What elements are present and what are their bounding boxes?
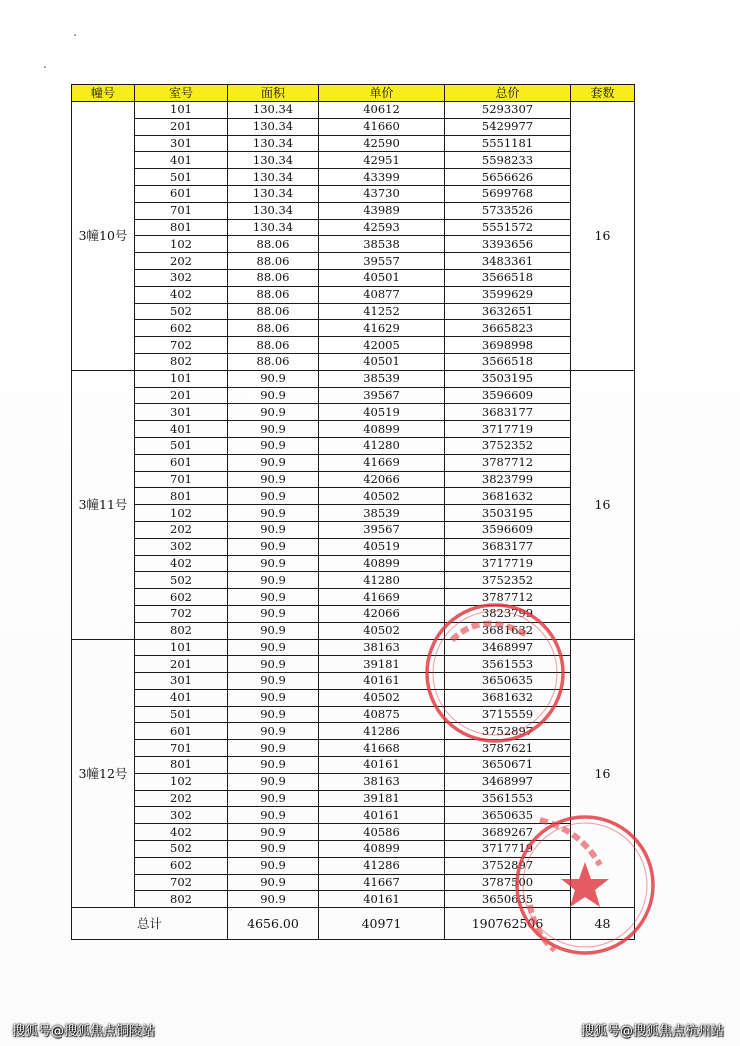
table-row xyxy=(72,723,635,740)
table-row xyxy=(72,622,635,639)
room-cell: 201 xyxy=(135,387,228,404)
total-area-cell: 4656.00 xyxy=(228,908,319,940)
room-cell: 701 xyxy=(135,740,228,757)
unit-price-cell: 41668 xyxy=(319,740,445,757)
area-cell: 90.9 xyxy=(228,673,319,690)
area-cell: 90.9 xyxy=(228,824,319,841)
area-cell: 90.9 xyxy=(228,572,319,589)
table-row xyxy=(72,874,635,891)
table-row xyxy=(72,253,635,270)
room-cell: 402 xyxy=(135,824,228,841)
unit-price-cell: 42005 xyxy=(319,337,445,354)
area-cell: 88.06 xyxy=(228,320,319,337)
area-cell: 88.06 xyxy=(228,269,319,286)
room-cell: 302 xyxy=(135,538,228,555)
table-row xyxy=(72,421,635,438)
unit-price-cell: 39181 xyxy=(319,656,445,673)
total-price-cell: 190762506 xyxy=(445,908,571,940)
table-row xyxy=(72,102,635,119)
watermark-left: 搜狐号@搜狐焦点铜陵站 xyxy=(12,1024,156,1039)
room-cell: 501 xyxy=(135,706,228,723)
total-price-cell: 3566518 xyxy=(445,353,571,370)
unit-price-cell: 41280 xyxy=(319,437,445,454)
area-cell: 90.9 xyxy=(228,639,319,656)
total-price-cell: 3689267 xyxy=(445,824,571,841)
area-cell: 88.06 xyxy=(228,303,319,320)
unit-price-cell: 41286 xyxy=(319,857,445,874)
area-cell: 90.9 xyxy=(228,454,319,471)
unit-price-cell: 40161 xyxy=(319,891,445,908)
unit-price-cell: 40519 xyxy=(319,538,445,555)
table-row xyxy=(72,236,635,253)
total-price-cell: 3787712 xyxy=(445,589,571,606)
unit-price-cell: 42593 xyxy=(319,219,445,236)
room-cell: 401 xyxy=(135,689,228,706)
count-cell: 16 xyxy=(571,370,635,639)
room-cell: 101 xyxy=(135,102,228,119)
unit-price-cell: 40502 xyxy=(319,689,445,706)
total-price-cell: 3752352 xyxy=(445,572,571,589)
total-price-cell: 3681632 xyxy=(445,689,571,706)
total-price-cell: 5733526 xyxy=(445,202,571,219)
header-row xyxy=(72,85,635,102)
unit-price-cell: 41286 xyxy=(319,723,445,740)
total-price-cell: 3561553 xyxy=(445,656,571,673)
total-price-cell: 3599629 xyxy=(445,286,571,303)
total-price-cell: 3683177 xyxy=(445,404,571,421)
room-cell: 502 xyxy=(135,303,228,320)
area-cell: 90.9 xyxy=(228,857,319,874)
room-cell: 101 xyxy=(135,370,228,387)
header-area: 面积 xyxy=(228,85,319,102)
room-cell: 402 xyxy=(135,555,228,572)
total-price-cell: 3393656 xyxy=(445,236,571,253)
room-cell: 302 xyxy=(135,807,228,824)
unit-price-cell: 41252 xyxy=(319,303,445,320)
building-cell: 3幢11号 xyxy=(72,370,135,639)
header-room: 室号 xyxy=(135,85,228,102)
room-cell: 201 xyxy=(135,656,228,673)
unit-price-cell: 40161 xyxy=(319,673,445,690)
table-row xyxy=(72,185,635,202)
header-total-price: 总价 xyxy=(445,85,571,102)
area-cell: 90.9 xyxy=(228,404,319,421)
table-row xyxy=(72,673,635,690)
unit-price-cell: 40899 xyxy=(319,421,445,438)
room-cell: 102 xyxy=(135,236,228,253)
unit-price-cell: 38163 xyxy=(319,773,445,790)
room-cell: 702 xyxy=(135,337,228,354)
unit-price-cell: 41280 xyxy=(319,572,445,589)
total-price-cell: 3503195 xyxy=(445,370,571,387)
total-price-cell: 3717719 xyxy=(445,841,571,858)
unit-price-cell: 40501 xyxy=(319,269,445,286)
total-price-cell: 5293307 xyxy=(445,102,571,119)
unit-price-cell: 43399 xyxy=(319,169,445,186)
table-row xyxy=(72,689,635,706)
unit-price-cell: 41669 xyxy=(319,454,445,471)
total-price-cell: 3717719 xyxy=(445,421,571,438)
area-cell: 90.9 xyxy=(228,387,319,404)
room-cell: 601 xyxy=(135,454,228,471)
room-cell: 202 xyxy=(135,253,228,270)
table-row xyxy=(72,555,635,572)
header-unit-price: 单价 xyxy=(319,85,445,102)
area-cell: 88.06 xyxy=(228,286,319,303)
unit-price-cell: 40875 xyxy=(319,706,445,723)
area-cell: 130.34 xyxy=(228,202,319,219)
table-row xyxy=(72,353,635,370)
unit-price-cell: 39567 xyxy=(319,387,445,404)
total-price-cell: 5551572 xyxy=(445,219,571,236)
table-row xyxy=(72,706,635,723)
total-price-cell: 5656626 xyxy=(445,169,571,186)
area-cell: 130.34 xyxy=(228,185,319,202)
room-cell: 801 xyxy=(135,757,228,774)
total-price-cell: 3681632 xyxy=(445,622,571,639)
room-cell: 702 xyxy=(135,874,228,891)
unit-price-cell: 43730 xyxy=(319,185,445,202)
total-price-cell: 3787621 xyxy=(445,740,571,757)
table-row xyxy=(72,505,635,522)
area-cell: 90.9 xyxy=(228,605,319,622)
unit-price-cell: 40586 xyxy=(319,824,445,841)
total-price-cell: 3717719 xyxy=(445,555,571,572)
total-price-cell: 3752897 xyxy=(445,857,571,874)
area-cell: 90.9 xyxy=(228,706,319,723)
total-price-cell: 5551181 xyxy=(445,135,571,152)
room-cell: 701 xyxy=(135,471,228,488)
room-cell: 301 xyxy=(135,404,228,421)
unit-price-cell: 40612 xyxy=(319,102,445,119)
table-row xyxy=(72,135,635,152)
room-cell: 801 xyxy=(135,219,228,236)
total-price-cell: 3681632 xyxy=(445,488,571,505)
total-price-cell: 3665823 xyxy=(445,320,571,337)
building-cell: 3幢12号 xyxy=(72,639,135,908)
header-building: 幢号 xyxy=(72,85,135,102)
total-price-cell: 3468997 xyxy=(445,773,571,790)
count-cell: 16 xyxy=(571,639,635,908)
total-price-cell: 5699768 xyxy=(445,185,571,202)
room-cell: 502 xyxy=(135,841,228,858)
table-row xyxy=(72,773,635,790)
table-row xyxy=(72,891,635,908)
room-cell: 202 xyxy=(135,521,228,538)
scan-speck xyxy=(44,66,46,68)
table-row xyxy=(72,269,635,286)
table-row xyxy=(72,790,635,807)
table-row xyxy=(72,454,635,471)
total-price-cell: 3715559 xyxy=(445,706,571,723)
watermark-right: 搜狐号@搜狐焦点杭州站 xyxy=(580,1024,724,1039)
total-unit-price-cell: 40971 xyxy=(319,908,445,940)
total-price-cell: 3823799 xyxy=(445,605,571,622)
unit-price-cell: 38163 xyxy=(319,639,445,656)
table-row xyxy=(72,370,635,387)
unit-price-cell: 42951 xyxy=(319,152,445,169)
area-cell: 130.34 xyxy=(228,169,319,186)
area-cell: 130.34 xyxy=(228,118,319,135)
area-cell: 90.9 xyxy=(228,370,319,387)
unit-price-cell: 40501 xyxy=(319,353,445,370)
room-cell: 602 xyxy=(135,589,228,606)
area-cell: 90.9 xyxy=(228,471,319,488)
unit-price-cell: 39557 xyxy=(319,253,445,270)
table-row xyxy=(72,286,635,303)
total-price-cell: 3650671 xyxy=(445,757,571,774)
room-cell: 502 xyxy=(135,572,228,589)
area-cell: 90.9 xyxy=(228,622,319,639)
area-cell: 88.06 xyxy=(228,337,319,354)
area-cell: 90.9 xyxy=(228,521,319,538)
total-price-cell: 3483361 xyxy=(445,253,571,270)
count-cell: 16 xyxy=(571,102,635,371)
area-cell: 90.9 xyxy=(228,656,319,673)
table-row xyxy=(72,605,635,622)
area-cell: 90.9 xyxy=(228,589,319,606)
total-price-cell: 3650635 xyxy=(445,891,571,908)
total-price-cell: 3683177 xyxy=(445,538,571,555)
area-cell: 90.9 xyxy=(228,757,319,774)
area-cell: 90.9 xyxy=(228,555,319,572)
unit-price-cell: 38539 xyxy=(319,370,445,387)
table-row xyxy=(72,337,635,354)
total-price-cell: 3561553 xyxy=(445,790,571,807)
area-cell: 90.9 xyxy=(228,723,319,740)
unit-price-cell: 40877 xyxy=(319,286,445,303)
total-price-cell: 5429977 xyxy=(445,118,571,135)
table-row xyxy=(72,841,635,858)
room-cell: 401 xyxy=(135,152,228,169)
total-price-cell: 3650635 xyxy=(445,807,571,824)
unit-price-cell: 38539 xyxy=(319,505,445,522)
room-cell: 101 xyxy=(135,639,228,656)
table-row xyxy=(72,824,635,841)
room-cell: 501 xyxy=(135,169,228,186)
building-cell: 3幢10号 xyxy=(72,102,135,371)
room-cell: 601 xyxy=(135,185,228,202)
unit-price-cell: 42066 xyxy=(319,605,445,622)
area-cell: 90.9 xyxy=(228,689,319,706)
room-cell: 401 xyxy=(135,421,228,438)
unit-price-cell: 41667 xyxy=(319,874,445,891)
total-price-cell: 3698998 xyxy=(445,337,571,354)
table-row xyxy=(72,118,635,135)
area-cell: 90.9 xyxy=(228,740,319,757)
area-cell: 90.9 xyxy=(228,874,319,891)
room-cell: 102 xyxy=(135,505,228,522)
unit-price-cell: 42066 xyxy=(319,471,445,488)
unit-price-cell: 41629 xyxy=(319,320,445,337)
header-count: 套数 xyxy=(571,85,635,102)
table-row xyxy=(72,740,635,757)
table-row xyxy=(72,656,635,673)
total-price-cell: 5598233 xyxy=(445,152,571,169)
room-cell: 602 xyxy=(135,857,228,874)
unit-price-cell: 40519 xyxy=(319,404,445,421)
area-cell: 90.9 xyxy=(228,538,319,555)
area-cell: 90.9 xyxy=(228,790,319,807)
total-price-cell: 3596609 xyxy=(445,387,571,404)
table-row xyxy=(72,488,635,505)
area-cell: 90.9 xyxy=(228,488,319,505)
unit-price-cell: 41660 xyxy=(319,118,445,135)
table-row xyxy=(72,589,635,606)
room-cell: 602 xyxy=(135,320,228,337)
area-cell: 90.9 xyxy=(228,773,319,790)
room-cell: 302 xyxy=(135,269,228,286)
room-cell: 201 xyxy=(135,118,228,135)
area-cell: 88.06 xyxy=(228,236,319,253)
area-cell: 90.9 xyxy=(228,421,319,438)
room-cell: 802 xyxy=(135,622,228,639)
unit-price-cell: 40502 xyxy=(319,622,445,639)
table-row xyxy=(72,152,635,169)
total-price-cell: 3566518 xyxy=(445,269,571,286)
unit-price-cell: 39567 xyxy=(319,521,445,538)
total-count-cell: 48 xyxy=(571,908,635,940)
unit-price-cell: 40161 xyxy=(319,807,445,824)
unit-price-cell: 41669 xyxy=(319,589,445,606)
room-cell: 601 xyxy=(135,723,228,740)
unit-price-cell: 42590 xyxy=(319,135,445,152)
area-cell: 90.9 xyxy=(228,807,319,824)
area-cell: 88.06 xyxy=(228,353,319,370)
room-cell: 802 xyxy=(135,891,228,908)
unit-price-cell: 40899 xyxy=(319,555,445,572)
room-cell: 301 xyxy=(135,673,228,690)
unit-price-cell: 40161 xyxy=(319,757,445,774)
unit-price-cell: 40899 xyxy=(319,841,445,858)
unit-price-cell: 39181 xyxy=(319,790,445,807)
table-row xyxy=(72,219,635,236)
room-cell: 501 xyxy=(135,437,228,454)
table-row xyxy=(72,303,635,320)
area-cell: 90.9 xyxy=(228,437,319,454)
area-cell: 90.9 xyxy=(228,841,319,858)
total-price-cell: 3752352 xyxy=(445,437,571,454)
area-cell: 130.34 xyxy=(228,219,319,236)
table-row xyxy=(72,387,635,404)
room-cell: 102 xyxy=(135,773,228,790)
price-table xyxy=(71,84,635,940)
table-row xyxy=(72,437,635,454)
table-row xyxy=(72,639,635,656)
area-cell: 90.9 xyxy=(228,891,319,908)
total-price-cell: 3503195 xyxy=(445,505,571,522)
area-cell: 130.34 xyxy=(228,152,319,169)
table-row xyxy=(72,538,635,555)
total-label-cell: 总计 xyxy=(72,908,228,940)
unit-price-cell: 38538 xyxy=(319,236,445,253)
total-price-cell: 3650635 xyxy=(445,673,571,690)
room-cell: 702 xyxy=(135,605,228,622)
price-table-body xyxy=(72,102,635,940)
room-cell: 202 xyxy=(135,790,228,807)
table-row xyxy=(72,807,635,824)
table-row xyxy=(72,320,635,337)
table-row xyxy=(72,857,635,874)
area-cell: 130.34 xyxy=(228,135,319,152)
total-price-cell: 3752897 xyxy=(445,723,571,740)
table-row xyxy=(72,471,635,488)
total-price-cell: 3468997 xyxy=(445,639,571,656)
total-row xyxy=(72,908,635,940)
total-price-cell: 3632651 xyxy=(445,303,571,320)
room-cell: 402 xyxy=(135,286,228,303)
room-cell: 802 xyxy=(135,353,228,370)
table-row xyxy=(72,757,635,774)
area-cell: 130.34 xyxy=(228,102,319,119)
area-cell: 90.9 xyxy=(228,505,319,522)
unit-price-cell: 43989 xyxy=(319,202,445,219)
room-cell: 801 xyxy=(135,488,228,505)
table-row xyxy=(72,202,635,219)
total-price-cell: 3596609 xyxy=(445,521,571,538)
table-row xyxy=(72,521,635,538)
scan-speck xyxy=(74,34,76,36)
table-row xyxy=(72,404,635,421)
total-price-cell: 3787500 xyxy=(445,874,571,891)
room-cell: 701 xyxy=(135,202,228,219)
room-cell: 301 xyxy=(135,135,228,152)
table-row xyxy=(72,572,635,589)
total-price-cell: 3787712 xyxy=(445,454,571,471)
area-cell: 88.06 xyxy=(228,253,319,270)
unit-price-cell: 40502 xyxy=(319,488,445,505)
total-price-cell: 3823799 xyxy=(445,471,571,488)
table-row xyxy=(72,169,635,186)
